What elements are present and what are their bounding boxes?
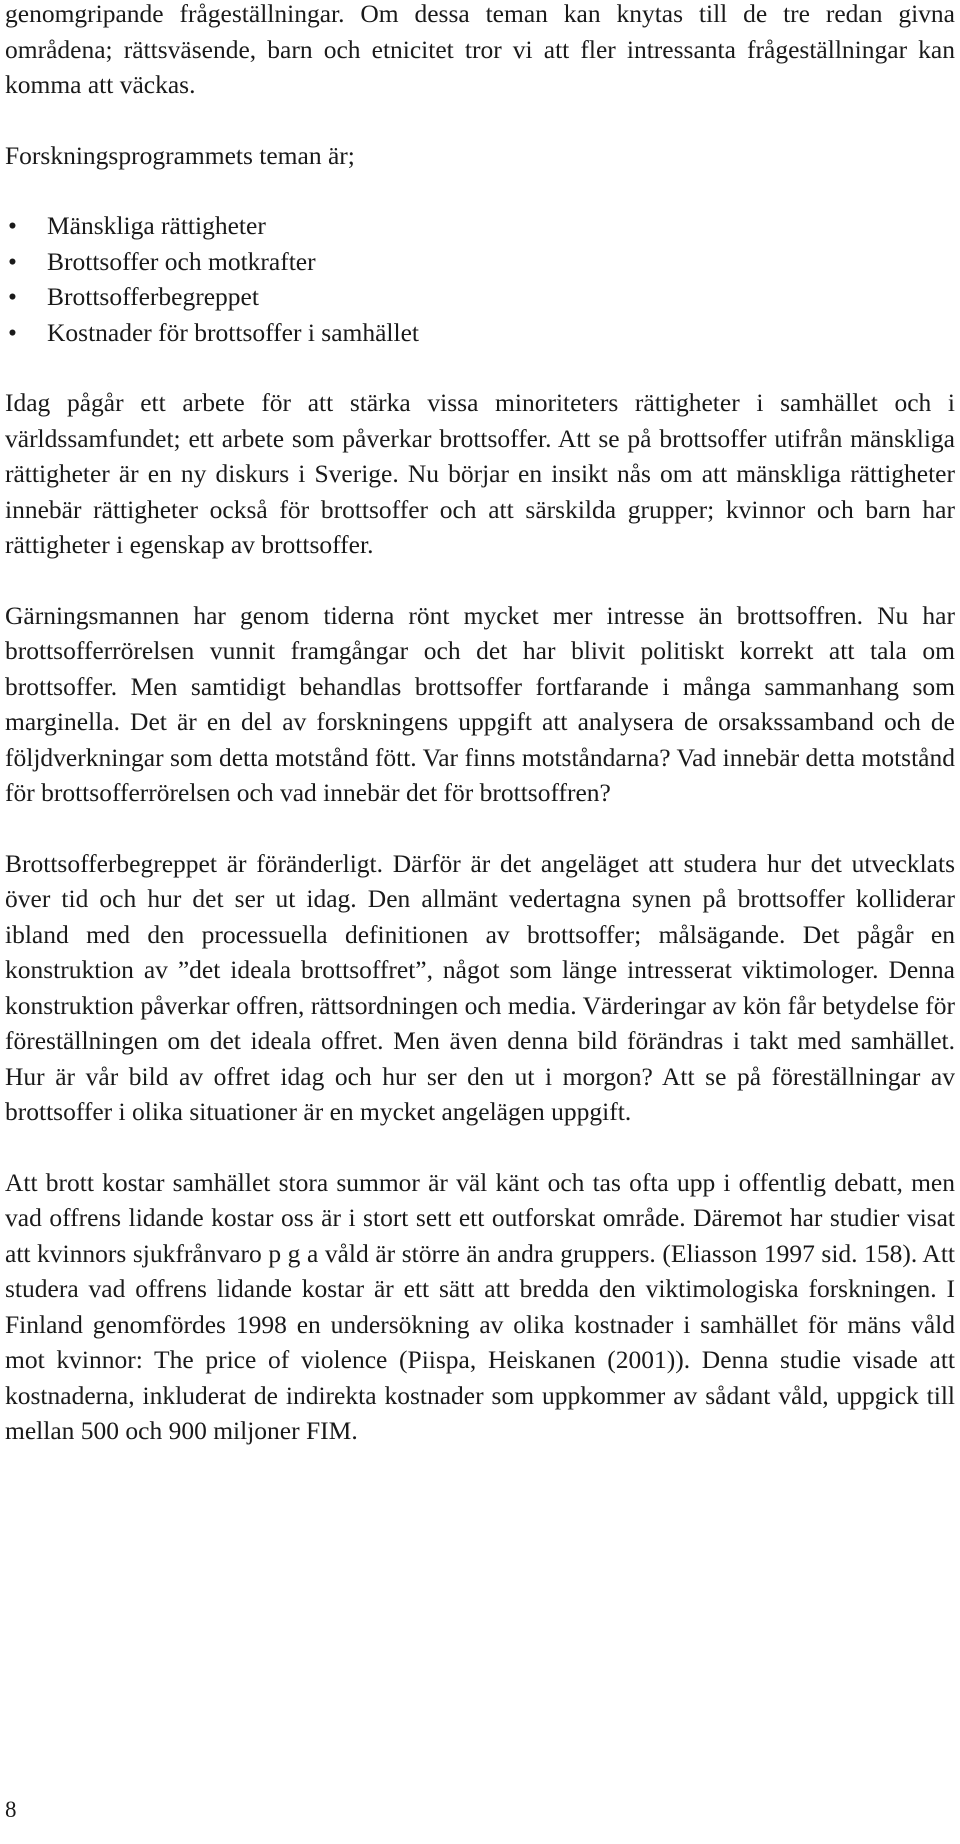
- paragraph-counterforces: Gärningsmannen har genom tiderna rönt mycket mer intresse än brottsoffren. Nu har brottsofferrörelsen vunnit framgångar och det har blivit politiskt korrekt att tala om brottsoffer. Men samtidigt behandlas brottsoffer fortfarande i många sammanhang som marginella. Det är en del av forskningens uppgift att analysera de orsakssamband och de följdverkningar som detta motstånd fött. Var finns motståndarna? Vad innebär detta motstånd för brottsofferrörelsen och vad innebär det för brottsoffren?: [5, 600, 955, 807]
- paragraph-top: genomgripande frågeställningar. Om dessa teman kan knytas till de tre redan givna områdena; rättsväsende, barn och etnicitet tror vi att fler intressanta frågeställningar kan komma att väckas.: [5, 0, 955, 99]
- bullet-icon: •: [8, 211, 17, 240]
- page-number: 8: [5, 1797, 17, 1822]
- list-item: [5, 315, 955, 351]
- bullet-icon: •: [8, 282, 17, 311]
- list-item: [5, 244, 955, 280]
- paragraph-costs: Att brott kostar samhället stora summor är väl känt och tas ofta upp i offentlig debatt, men vad offrens lidande kostar oss är i stort sett ett outforskat område. Däremot har studier visat att kvinnors sjukfrånvaro p g a våld är större än andra gruppers. (Eliasson 1997 sid. 158). Att studera vad offrens lidande kostar är ett sätt att bredda den viktimologiska forskningen. I Finland genomfördes 1998 en undersökning av olika kostnader i samhället för mäns våld mot kvinnor: The price of violence (Piispa, Heiskanen (2001)). Denna studie visade att kostnaderna, inkluderat de indirekta kostnader som uppkommer av sådant våld, uppgick till mellan 500 och 900 miljoner FIM.: [5, 1167, 955, 1445]
- themes-list: [5, 208, 955, 350]
- theme-label: Kostnader för brottsoffer i samhället: [47, 317, 420, 347]
- paragraph-victim-concept: Brottsofferbegreppet är föränderligt. Därför är det angeläget att studera hur det utvecklats över tid och hur det ser ut idag. Den allmänt vedertagna synen på brottsoffer kolliderar ibland med den processuella definitionen av brottsoffer; målsägande. Det pågår en konstruktion av ”det ideala brottsoffret”, något som länge intresserat viktimologer. Denna konstruktion påverkar offren, rättsordningen och media. Värderingar av kön får betydelse för föreställningen om det ideala offret. Men även denna bild förändras i takt med samhället. Hur är vår bild av offret idag och hur ser den ut i morgon? Att se på föreställningar av brottsoffer i olika situationer är en mycket angelägen uppgift.: [5, 848, 955, 1126]
- paragraph-human-rights: Idag pågår ett arbete för att stärka vissa minoriteters rättigheter i samhället och i världssamfundet; ett arbete som påverkar brottsoffer. Att se på brottsoffer utifrån mänskliga rättigheter är en ny diskurs i Sverige. Nu börjar en insikt nås om att mänskliga rättigheter innebär rättigheter också för brottsoffer och att särskilda grupper; kvinnor och barn har rättigheter i egenskap av brottsoffer.: [5, 388, 955, 559]
- bullet-icon: •: [8, 246, 17, 276]
- bullet-icon: •: [8, 317, 17, 347]
- theme-label: Mänskliga rättigheter: [47, 211, 266, 240]
- theme-label: Brottsofferbegreppet: [47, 282, 259, 311]
- list-item: [5, 279, 955, 315]
- themes-intro: Forskningsprogrammets teman är;: [5, 140, 355, 170]
- document-body: [5, 0, 955, 1484]
- list-item: [5, 208, 955, 244]
- theme-label: Brottsoffer och motkrafter: [47, 246, 316, 276]
